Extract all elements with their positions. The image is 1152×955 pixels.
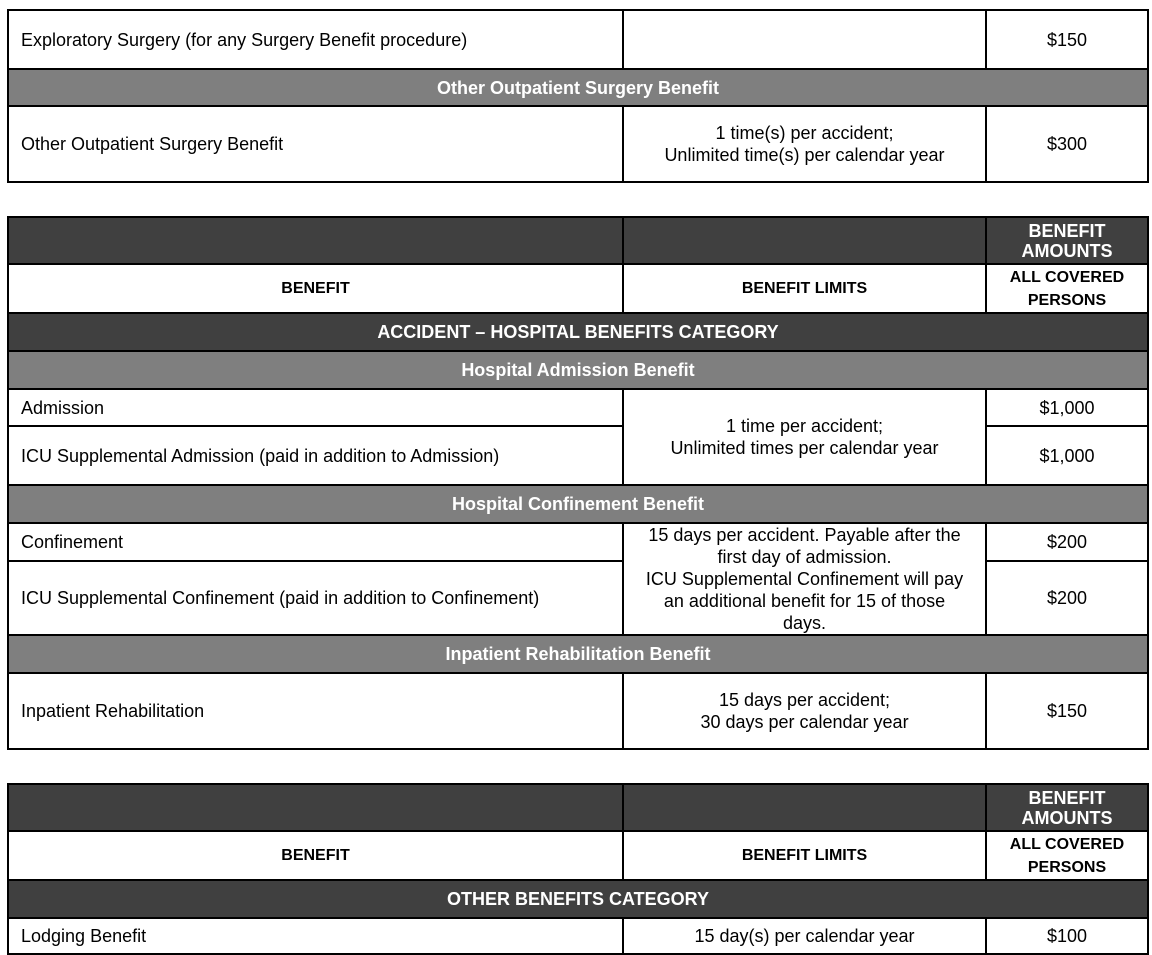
benefit-name: Exploratory Surgery (for any Surgery Benefit procedure) — [8, 10, 623, 69]
benefit-amount: $1,000 — [986, 426, 1148, 485]
header-row — [8, 784, 1148, 831]
limits-line: Unlimited times per calendar year — [670, 438, 939, 458]
limits-line: Unlimited time(s) per calendar year — [664, 145, 945, 165]
header-text: PERSONS — [1027, 291, 1107, 309]
table-row — [8, 106, 1148, 182]
benefit-amount: $150 — [986, 10, 1148, 69]
benefit-name: ICU Supplemental Confinement (paid in addition to Confinement) — [8, 561, 623, 635]
limits-line: 1 time(s) per accident; — [715, 123, 894, 143]
header-blank — [8, 784, 623, 831]
header-text: BENEFIT — [1028, 220, 1106, 241]
header-text: BENEFIT — [1028, 787, 1106, 808]
benefit-name: Admission — [8, 389, 623, 426]
header-blank — [623, 217, 986, 264]
header-row — [8, 217, 1148, 264]
category-row — [8, 313, 1148, 351]
section-title: Hospital Confinement Benefit — [8, 485, 1148, 523]
hospital-benefits-table — [7, 216, 1149, 750]
benefit-limits — [623, 10, 986, 69]
category-title: OTHER BENEFITS CATEGORY — [8, 880, 1148, 918]
header-text: AMOUNTS — [1021, 807, 1113, 828]
table-row — [8, 10, 1148, 69]
column-header-limits: BENEFIT LIMITS — [623, 264, 986, 313]
section-header-row — [8, 635, 1148, 673]
limits-line: 1 time per accident; — [725, 416, 884, 436]
benefit-amount: $150 — [986, 673, 1148, 749]
benefit-amount: $300 — [986, 106, 1148, 182]
limits-line: an additional benefit for 15 of those — [663, 591, 946, 611]
table-row — [8, 673, 1148, 749]
benefit-name: ICU Supplemental Admission (paid in addition to Admission) — [8, 426, 623, 485]
benefit-amount: $1,000 — [986, 389, 1148, 426]
benefit-amount: $200 — [986, 561, 1148, 635]
column-header-covered — [986, 831, 1148, 880]
column-header-benefit: BENEFIT — [8, 831, 623, 880]
category-row — [8, 880, 1148, 918]
limits-line: 30 days per calendar year — [700, 712, 909, 732]
benefit-limits — [623, 523, 986, 635]
limits-line: first day of admission. — [717, 547, 892, 567]
column-header-row — [8, 831, 1148, 880]
section-title: Other Outpatient Surgery Benefit — [8, 69, 1148, 106]
benefit-amount: $100 — [986, 918, 1148, 954]
benefit-limits — [623, 389, 986, 485]
column-header-row — [8, 264, 1148, 313]
header-blank — [623, 784, 986, 831]
benefit-limits — [623, 106, 986, 182]
limits-line: ICU Supplemental Confinement will pay — [645, 569, 964, 589]
other-benefits-table — [7, 783, 1149, 955]
section-title: Inpatient Rehabilitation Benefit — [8, 635, 1148, 673]
benefit-name: Inpatient Rehabilitation — [8, 673, 623, 749]
limits-line: 15 days per accident. Payable after the — [648, 525, 961, 545]
category-title: ACCIDENT – HOSPITAL BENEFITS CATEGORY — [8, 313, 1148, 351]
benefit-limits — [623, 673, 986, 749]
benefit-amount: $200 — [986, 523, 1148, 561]
section-header-row — [8, 69, 1148, 106]
section-header-row — [8, 485, 1148, 523]
section-header-row — [8, 351, 1148, 389]
outpatient-surgery-table — [7, 9, 1149, 183]
limits-line: 15 days per accident; — [718, 690, 891, 710]
header-text: ALL COVERED — [1009, 268, 1125, 286]
table-row — [8, 918, 1148, 954]
table-row — [8, 389, 1148, 426]
benefit-amounts-header — [986, 217, 1148, 264]
benefit-amounts-header — [986, 784, 1148, 831]
column-header-limits: BENEFIT LIMITS — [623, 831, 986, 880]
header-blank — [8, 217, 623, 264]
benefit-name: Other Outpatient Surgery Benefit — [8, 106, 623, 182]
column-header-covered — [986, 264, 1148, 313]
limits-line: days. — [782, 613, 827, 633]
header-text: ALL COVERED — [1009, 835, 1125, 853]
header-text: AMOUNTS — [1021, 240, 1113, 261]
table-row — [8, 523, 1148, 561]
benefit-name: Lodging Benefit — [8, 918, 623, 954]
section-title: Hospital Admission Benefit — [8, 351, 1148, 389]
column-header-benefit: BENEFIT — [8, 264, 623, 313]
benefit-limits: 15 day(s) per calendar year — [623, 918, 986, 954]
benefit-name: Confinement — [8, 523, 623, 561]
header-text: PERSONS — [1027, 858, 1107, 876]
